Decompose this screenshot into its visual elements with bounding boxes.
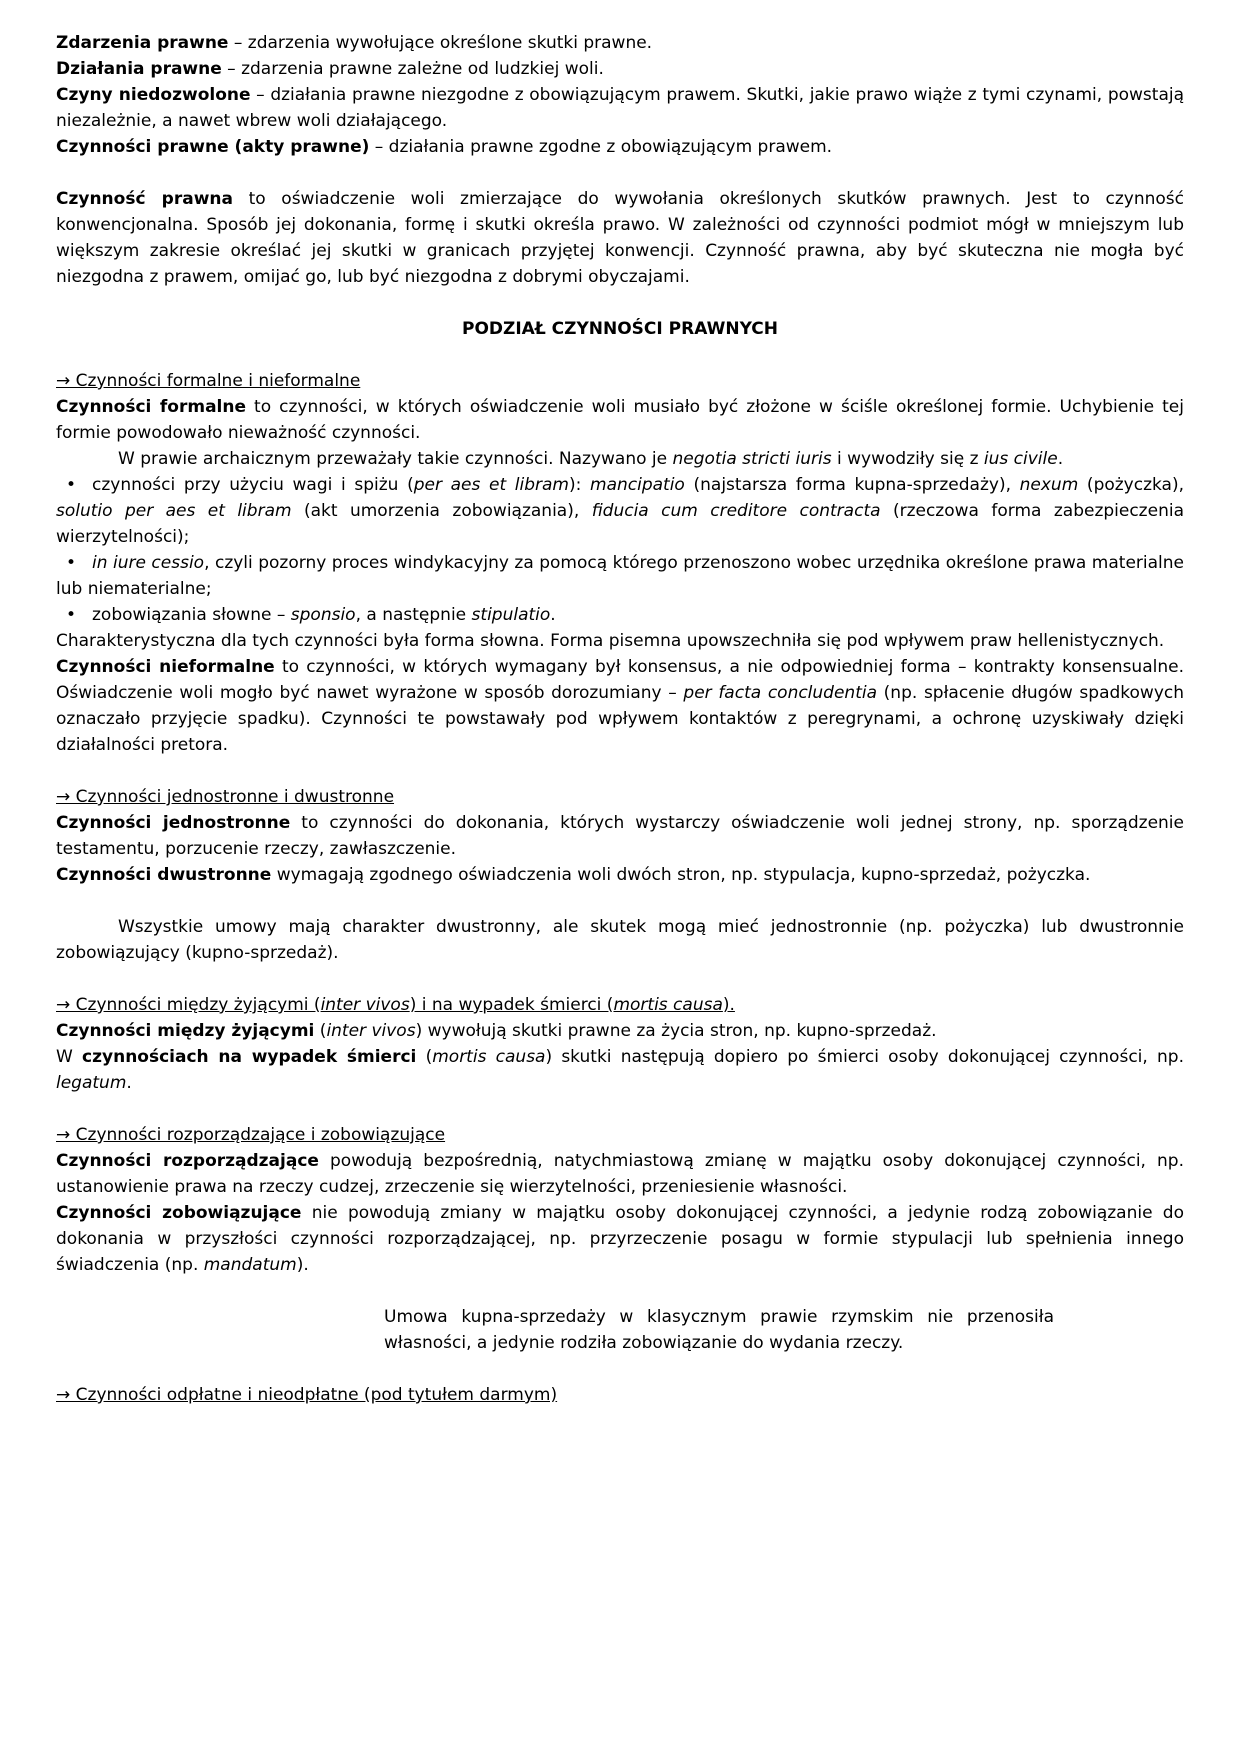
paragraph: [56, 1200, 1184, 1278]
section-heading: [56, 1382, 1184, 1408]
spacer: [56, 888, 1184, 914]
text-run: Czyny niedozwolone: [56, 85, 251, 105]
text-run: Czynności dwustronne: [56, 865, 272, 885]
section-heading: [56, 1122, 1184, 1148]
text-run: nexum: [1019, 475, 1079, 495]
text-run: per facta concludentia: [683, 683, 878, 703]
spacer: [56, 342, 1184, 368]
paragraph: [56, 914, 1184, 966]
text-run: (np. spłacenie długów spadkowych oznaczało przyjęcie spadku). Czynności te powstawały pod wpływem kontaktów z peregrynami, a ochronę uzyskiwały dzięki działalności pretora.: [56, 683, 1184, 755]
document-heading: [56, 316, 1184, 342]
text-run: Czynności formalne: [56, 397, 247, 417]
text-run: (najstarsza forma kupna-sprzedaży),: [684, 475, 1020, 495]
text-run: solutio per aes et libram: [56, 501, 292, 521]
paragraph: [56, 1018, 1184, 1044]
spacer: [56, 1278, 1184, 1304]
paragraph: [56, 30, 1184, 56]
paragraph: [56, 1148, 1184, 1200]
text-run: to czynności do dokonania, których wystarczy oświadczenie woli jednej strony, np. sporządzenie testamentu, porzucenie rzeczy, zawłaszczenie.: [56, 813, 1184, 859]
text-run: (akt umorzenia zobowiązania),: [291, 501, 592, 521]
text-run: nie powodują zmiany w majątku osoby dokonującej czynności, a jedynie rodzą zobowiązanie do dokonania w przyszłości czynności rozporządzającej, np. przyrzeczenie posagu w formie stypulacji lub spełnienia innego świadczenia (np.: [56, 1203, 1184, 1275]
text-run: inter vivos: [320, 995, 410, 1015]
text-run: ius civile: [983, 449, 1058, 469]
bullet-item: [56, 550, 1184, 602]
text-run: wymagają zgodnego oświadczenia woli dwóch stron, np. stypulacja, kupno-sprzedaż, pożyczka.: [271, 865, 1091, 885]
bullet-icon: •: [66, 553, 77, 573]
paragraph: [56, 446, 1184, 472]
text-run: to czynności, w których oświadczenie woli musiało być złożone w ściśle określonej formie. Uchybienie tej formie powodowało nieważność czynności.: [56, 397, 1184, 443]
text-run: sponsio: [290, 605, 356, 625]
text-run: stipulatio: [471, 605, 551, 625]
text-run: .: [550, 605, 556, 625]
spacer: [56, 1356, 1184, 1382]
text-run: mandatum: [203, 1255, 297, 1275]
text-run: negotia stricti iuris: [672, 449, 832, 469]
text-run: mancipatio: [590, 475, 685, 495]
text-run: czynnościach na wypadek śmierci: [82, 1047, 417, 1067]
section-heading: [56, 992, 1184, 1018]
text-run: – zdarzenia wywołujące określone skutki prawne.: [228, 33, 653, 53]
text-run: W prawie archaicznym przeważały takie czynności. Nazywano je: [118, 449, 673, 469]
text-run: to czynności, w których wymagany był konsensus, a nie odpowiedniej forma – kontrakty konsensualne. Oświadczenie woli mogło być nawet wyrażone w sposób dorozumiany –: [56, 657, 1184, 703]
text-run: – działania prawne zgodne z obowiązującym prawem.: [369, 137, 833, 157]
text-run: Umowa kupna-sprzedaży w klasycznym prawie rzymskim nie przenosiła własności, a jedynie rodziła zobowiązanie do wydania rzeczy.: [384, 1307, 1054, 1353]
text-run: (rzeczowa forma zabezpieczenia wierzytelności);: [56, 501, 1184, 547]
spacer: [56, 1096, 1184, 1122]
text-run: Czynności jednostronne: [56, 813, 291, 833]
text-run: ) skutki następują dopiero po śmierci osoby dokonującej czynności, np.: [545, 1047, 1184, 1067]
paragraph: [56, 134, 1184, 160]
text-run: inter vivos: [326, 1021, 416, 1041]
text-run: Charakterystyczna dla tych czynności była forma słowna. Forma pisemna upowszechniła się pod wpływem praw hellenistycznych.: [56, 631, 1165, 651]
text-run: czynności przy użyciu wagi i spiżu (: [92, 475, 414, 495]
text-run: Czynności prawne (akty prawne): [56, 137, 370, 157]
text-run: Wszystkie umowy mają charakter dwustronny, ale skutek mogą mieć jednostronnie (np. pożyczka) lub dwustronnie zobowiązujący (kupno-sprzedaż).: [56, 917, 1184, 963]
text-run: in iure cessio: [92, 553, 205, 573]
text-run: → Czynności jednostronne i dwustronne: [56, 787, 395, 807]
spacer: [56, 966, 1184, 992]
indented-note: [384, 1304, 1054, 1356]
bullet-icon: •: [66, 475, 77, 495]
paragraph: [56, 394, 1184, 446]
text-run: , czyli pozorny proces windykacyjny za pomocą którego przenoszono wobec urzędnika określone prawa materialne lub niematerialne;: [56, 553, 1184, 599]
text-run: Czynność prawna: [56, 189, 233, 209]
bullet-item: [56, 602, 1184, 628]
text-run: .: [1057, 449, 1064, 469]
text-run: → Czynności formalne i nieformalne: [56, 371, 361, 391]
paragraph: [56, 862, 1184, 888]
text-run: Czynności między żyjącymi: [56, 1021, 315, 1041]
text-run: → Czynności między żyjącymi (: [56, 995, 321, 1015]
text-run: Zdarzenia prawne: [56, 33, 229, 53]
text-run: , a następnie: [355, 605, 472, 625]
text-run: Czynności rozporządzające: [56, 1151, 319, 1171]
text-run: ).: [296, 1255, 309, 1275]
text-run: ) i na wypadek śmierci (: [409, 995, 614, 1015]
text-run: ):: [569, 475, 591, 495]
text-run: ) wywołują skutki prawne za życia stron, np. kupno-sprzedaż.: [415, 1021, 937, 1041]
text-run: legatum: [56, 1073, 127, 1093]
text-run: (: [314, 1021, 327, 1041]
paragraph: [56, 186, 1184, 290]
text-run: W: [56, 1047, 83, 1067]
text-run: Czynności nieformalne: [56, 657, 275, 677]
section-heading: [56, 784, 1184, 810]
text-run: .: [126, 1073, 132, 1093]
spacer: [56, 290, 1184, 316]
text-run: PODZIAŁ CZYNNOŚCI PRAWNYCH: [462, 319, 778, 339]
text-run: i wywodziły się z: [831, 449, 984, 469]
text-run: Działania prawne: [56, 59, 222, 79]
paragraph: [56, 56, 1184, 82]
paragraph: [56, 628, 1184, 654]
text-run: (: [416, 1047, 433, 1067]
section-heading: [56, 368, 1184, 394]
bullet-icon: •: [66, 605, 77, 625]
text-run: → Czynności rozporządzające i zobowiązujące: [56, 1125, 446, 1145]
text-run: mortis causa: [613, 995, 723, 1015]
text-run: mortis causa: [432, 1047, 546, 1067]
text-run: (pożyczka),: [1078, 475, 1185, 495]
text-run: Czynności zobowiązujące: [56, 1203, 302, 1223]
spacer: [56, 758, 1184, 784]
spacer: [56, 160, 1184, 186]
bullet-item: [56, 472, 1184, 550]
text-run: powodują bezpośrednią, natychmiastową zmianę w majątku osoby dokonującej czynności, np. ustanowienie prawa na rzeczy cudzej, zrzeczenie się wierzytelności, przeniesienie własności.: [56, 1151, 1184, 1197]
paragraph: [56, 654, 1184, 758]
text-run: to oświadczenie woli zmierzające do wywołania określonych skutków prawnych. Jest to czynność konwencjonalna. Sposób jej dokonania, formę i skutki określa prawo. W zależności od czynności podmiot mógł w mniejszym lub większym zakresie określać jej skutki w granicach przyjętej konwencji. Czynność prawna, aby być skuteczna nie mogła być niezgodna z prawem, omijać go, lub być niezgodna z dobrymi obyczajami.: [56, 189, 1185, 287]
text-run: – działania prawne niezgodne z obowiązującym prawem. Skutki, jakie prawo wiąże z tymi czynami, powstają niezależnie, a nawet wbrew woli działającego.: [56, 85, 1185, 131]
paragraph: [56, 82, 1184, 134]
paragraph: [56, 810, 1184, 862]
paragraph: [56, 1044, 1184, 1096]
text-run: → Czynności odpłatne i nieodpłatne (pod tytułem darmym): [56, 1385, 558, 1405]
text-run: fiducia cum creditore contracta: [591, 501, 881, 521]
text-run: zobowiązania słowne –: [92, 605, 291, 625]
text-run: ).: [722, 995, 735, 1015]
text-run: per aes et libram: [413, 475, 569, 495]
text-run: – zdarzenia prawne zależne od ludzkiej woli.: [221, 59, 604, 79]
